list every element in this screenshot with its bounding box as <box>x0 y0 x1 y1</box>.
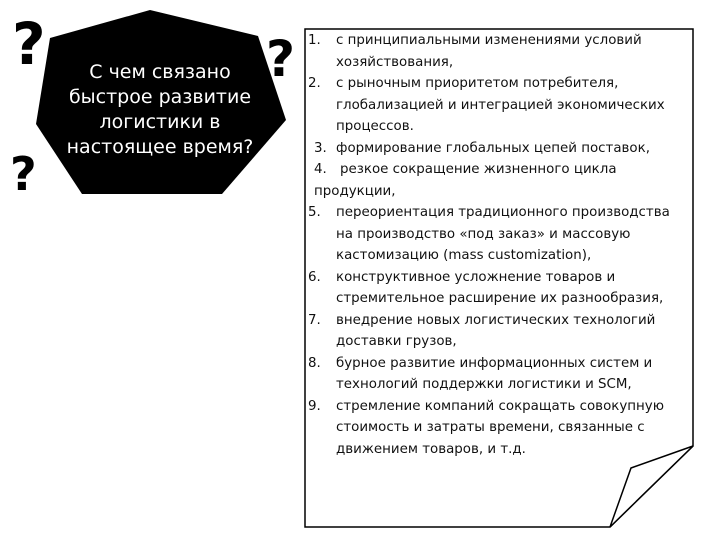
question-text: С чем связано быстрое развитие логистики в настоящее время? <box>66 61 254 158</box>
list-item <box>308 159 688 202</box>
list-item-number: 7. <box>308 312 321 328</box>
list-item-text: формирование глобальных цепей поставок, <box>336 140 650 156</box>
list-item-text: бурное развитие информационных систем и технологий поддержки логистики и SCM, <box>336 355 653 392</box>
list-item <box>308 267 688 310</box>
list-item-number: 5. <box>308 205 321 220</box>
list-item <box>308 138 688 160</box>
list-item-number: 1. <box>308 33 321 48</box>
question-mark-glyph: ? <box>10 150 37 194</box>
question-mark-glyph: ? <box>12 12 46 72</box>
list-item-text: стремление компаний сокращать совокупную стоимость и затраты времени, связанные с движением товаров, и т.д. <box>336 398 664 457</box>
list-item-text: конструктивное усложнение товаров и стремительное расширение их разнообразия, <box>336 269 664 306</box>
list-item <box>308 396 688 461</box>
list-item-number: 9. <box>308 398 321 414</box>
list-item-text: переориентация традиционного производства на производство «под заказ» и массовую кастомизацию (mass customization), <box>336 205 670 263</box>
list-item-text: с принципиальными изменениями условий хозяйствования, <box>336 33 642 70</box>
list-item-number: 2. <box>308 76 321 91</box>
list-item-number: 6. <box>308 269 321 285</box>
list-item-number: 8. <box>308 355 321 371</box>
list-item-text: с рыночным приоритетом потребителя, глобализацией и интеграцией экономических процессов. <box>336 76 665 134</box>
list-item <box>308 202 688 267</box>
list-item-number: 3. <box>314 140 327 156</box>
list-item-number: 4. <box>314 162 327 177</box>
list-item <box>308 73 688 138</box>
answer-list <box>308 30 688 460</box>
list-item-text: резкое сокращение жизненного цикла продукции, <box>314 162 617 199</box>
list-item <box>308 30 688 73</box>
list-item-text: внедрение новых логистических технологий доставки грузов, <box>336 312 656 349</box>
question-text-box <box>50 40 270 180</box>
list-item <box>308 353 688 396</box>
question-mark-glyph: ? <box>266 32 296 82</box>
list-item <box>308 310 688 353</box>
